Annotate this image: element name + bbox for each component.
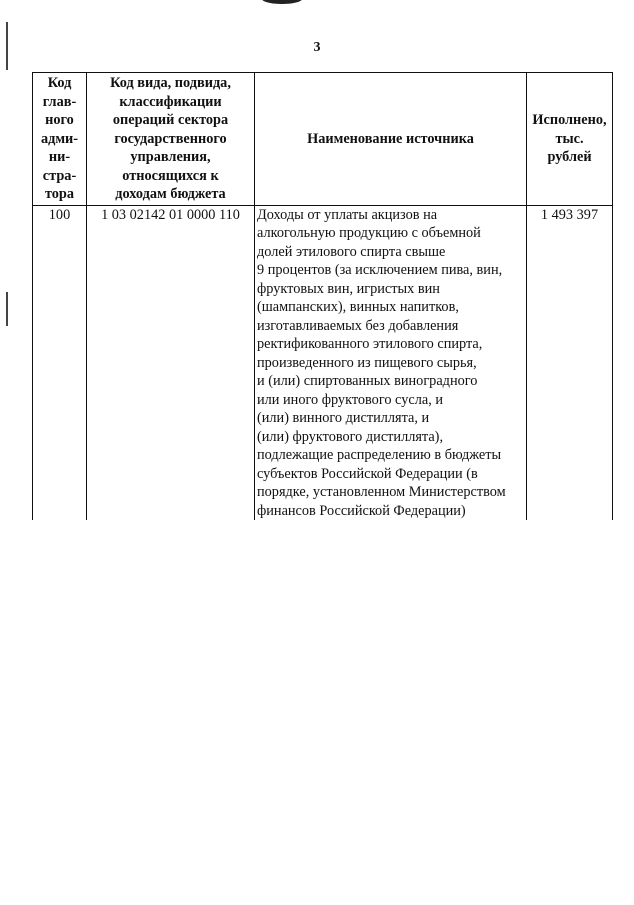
cell-executed-amount: 1 493 397 xyxy=(527,205,613,520)
scan-artifact-mark xyxy=(262,0,302,4)
cell-code-kind: 1 03 02142 01 0000 110 xyxy=(87,205,255,520)
cell-code-admin: 100 xyxy=(33,205,87,520)
header-source-name: Наименование источника xyxy=(255,73,527,206)
header-code-admin: Код глав- ного адми- ни- стра- тора xyxy=(33,73,87,206)
table-row xyxy=(33,205,613,520)
table-header-row xyxy=(33,73,613,206)
page-number: 3 xyxy=(313,40,321,55)
header-executed: Исполнено, тыс. рублей xyxy=(527,73,613,206)
scan-edge-line xyxy=(6,292,8,326)
cell-source-name: Доходы от уплаты акцизов на алкогольную продукцию с объемной долей этилового спирта свыше 9 процентов (за исключением пива, вин, фруктовых вин, игристых вин (шампанских), винных напитков, изготавливаемых без добавления ректификованного этилового спирта, произведенного из пищевого сырья, и (или) спиртованных виноградного или иного фруктового сусла, и (или) винного дистиллята, и (или) фруктового дистиллята), подлежащие распределению в бюджеты субъектов Российской Федерации (в порядке, установленном Министерством финансов Российской Федерации) xyxy=(255,205,527,520)
income-sources-table xyxy=(32,72,613,520)
header-code-kind: Код вида, подвида, классификации операций сектора государственного управления, относящихся к доходам бюджета xyxy=(87,73,255,206)
